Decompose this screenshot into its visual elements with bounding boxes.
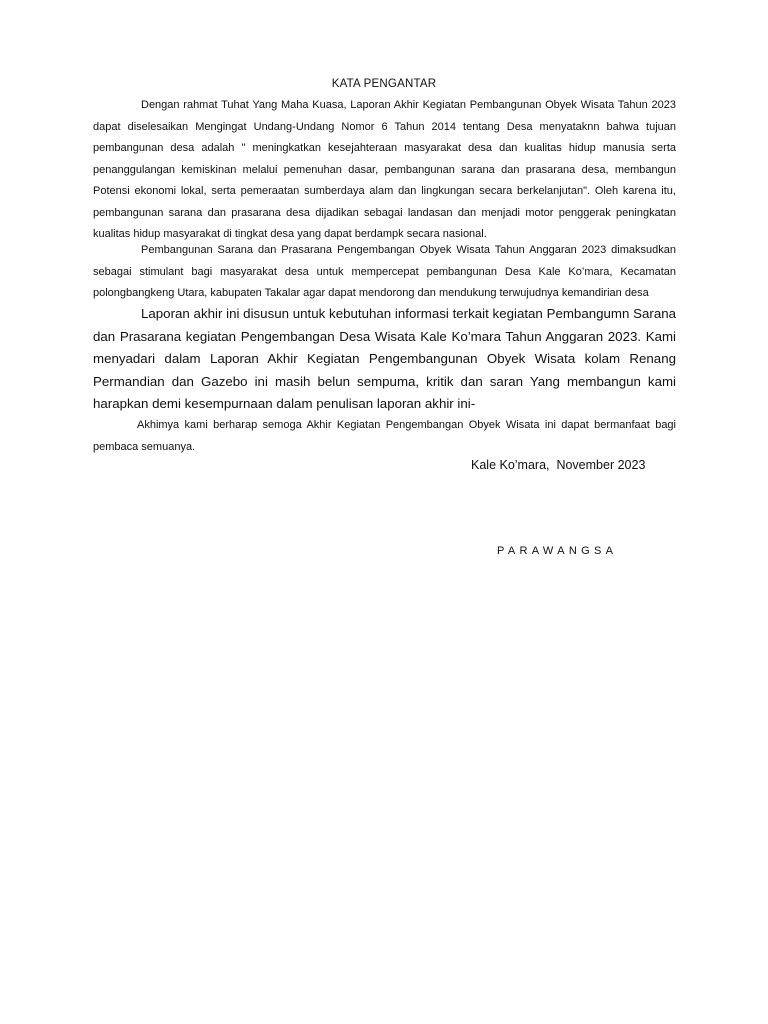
signer-name: PARAWANGSA <box>497 545 618 557</box>
page-title: KATA PENGANTAR <box>331 78 437 90</box>
paragraph-closing: Akhimya kami berharap semoga Akhir Kegiatan Pengembangan Obyek Wisata ini dapat bermanfaat bagi pembaca semuanya. <box>93 419 676 453</box>
paragraph-purpose: Pembangunan Sarana dan Prasarana Pengembangan Obyek Wisata Tahun Anggaran 2023 dimaksudkan sebagai stimulant bagi masyarakat desa untuk mempercepat pembangunan Desa Kale Ko’mara, Kecamatan polongbangkeng Utara, kabupaten Takalar agar dapat mendorong dan mendukung terwujudnya kemandirian desa <box>93 244 676 299</box>
paragraph-opening: Dengan rahmat Tuhat Yang Maha Kuasa, Laporan Akhir Kegiatan Pembangunan Obyek Wisata Tahun 2023 dapat diselesaikan Mengingat Undang-Undang Nomor 6 Tahun 2014 tentang Desa menyataknn bahwa tujuan pembangunan desa adalah " meningkatkan kesejahteraan masyarakat desa dan kualitas hidup manusia serta penanggulangan kemiskinan melalui pemenuhan dasar, pembangunan sarana dan prasarana desa, membangun Potensi ekonomi lokal, serta pemeraatan sumberdaya alam dan lingkungan secara berkelanjutan". Oleh karena itu, pembangunan sarana dan prasarana desa dijadikan sebagai landasan dan menjadi motor penggerak peningkatan kualitas hidup masyarakat di tingkat desa yang dapat berdampk secara nasional. <box>93 99 676 240</box>
place-and-date: Kale Ko’mara, November 2023 <box>471 458 646 472</box>
paragraph-report-info: Laporan akhir ini disusun untuk kebutuhan informasi terkait kegiatan Pembangumn Sarana dan Prasarana kegiatan Pengembangan Desa Wisata Kale Ko’mara Tahun Anggaran 2023. Kami menyadari dalam Laporan Akhir Kegiatan Pengembangunan Obyek Wisata kolam Renang Permandian dan Gazebo ini masih belun sempuma, kritik dan saran Yang membangun kami harapkan demi kesempurnaan dalam penulisan laporan akhir ini- <box>93 306 676 411</box>
